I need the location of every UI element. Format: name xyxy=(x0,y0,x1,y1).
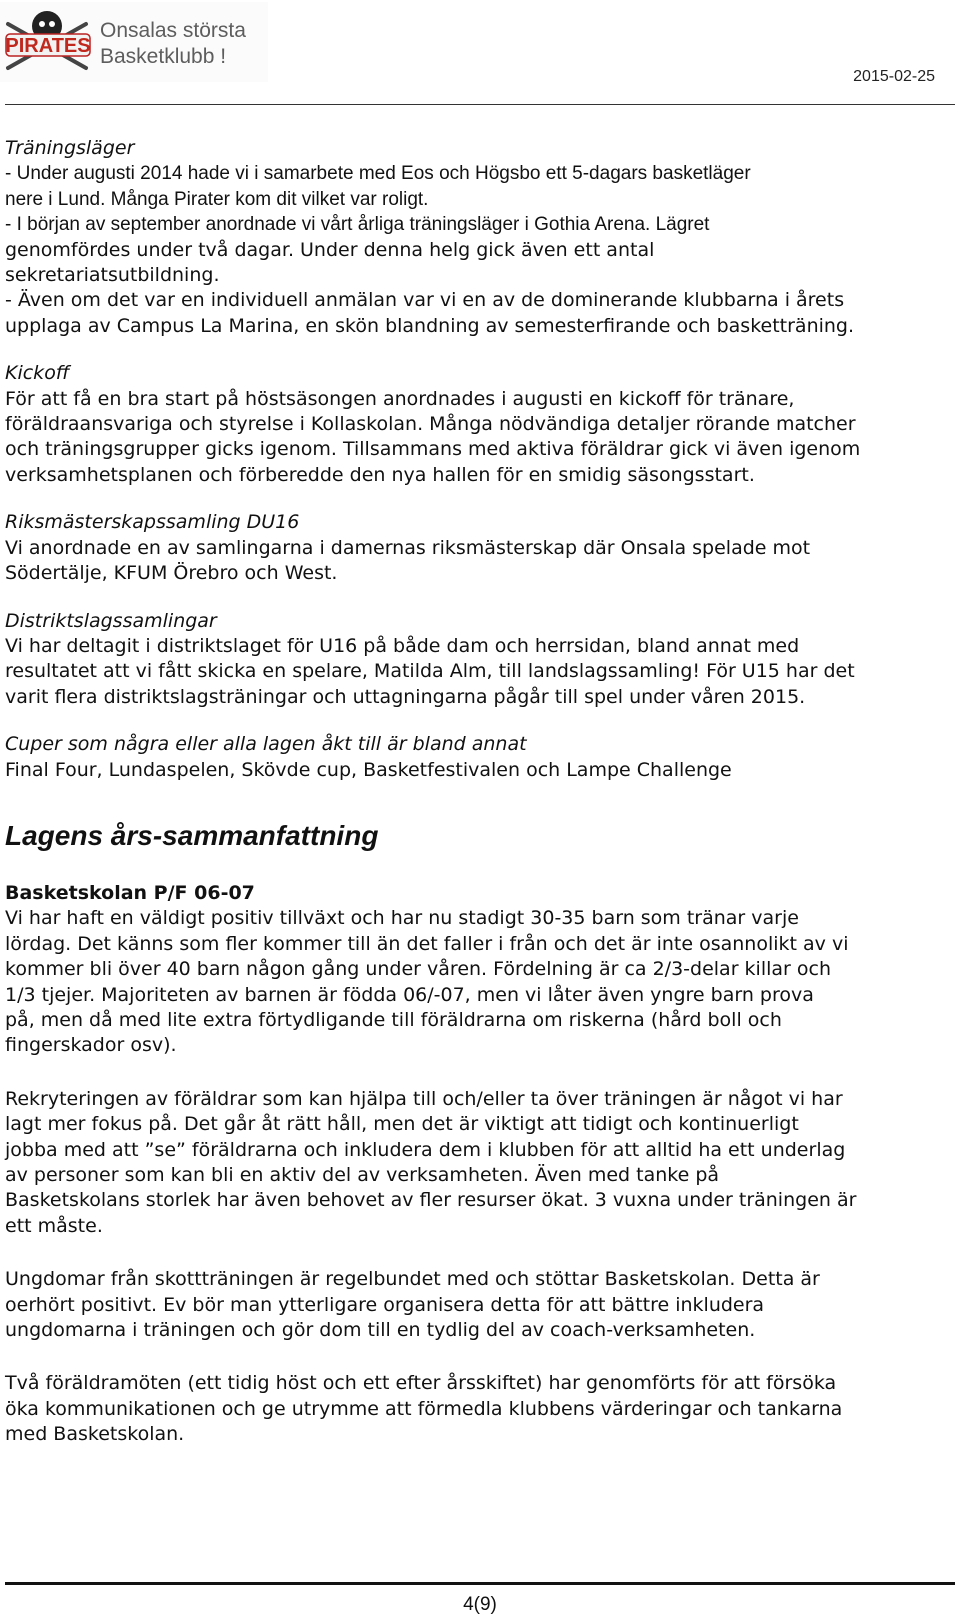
text-line: öka kommunikationen och ge utrymme att förmedla klubbens värderingar och tankarna xyxy=(5,1397,843,1420)
team-heading: Basketskolan P/F 06-07 xyxy=(5,881,255,904)
text-line: oerhört positivt. Ev bör man ytterligare organisera detta för att bättre inkludera xyxy=(5,1293,765,1316)
logo-wordmark: PIRATES xyxy=(5,35,91,57)
text-line: lördag. Det känns som fler kommer till än det faller i från och det är inte osannolikt av vi xyxy=(5,932,849,955)
section-heading: Träningsläger xyxy=(5,137,135,159)
header-divider xyxy=(5,104,955,105)
document-date: 2015-02-25 xyxy=(853,68,935,85)
page-header xyxy=(0,0,960,112)
summary-paragraph xyxy=(5,1371,955,1447)
summary-title: Lagens års-sammanfattning xyxy=(5,819,379,851)
text-line: med Basketskolan. xyxy=(5,1423,185,1446)
text-line: Vi har haft en väldigt positiv tillväxt och har nu stadigt 30-35 barn som tränar varje xyxy=(5,907,799,930)
section-riksmasterskap xyxy=(5,510,955,586)
text-line: Två föräldramöten (ett tidig höst och ett efter årsskiftet) har genomförts för att försöka xyxy=(5,1372,837,1395)
text-line: sekretariatsutbildning. xyxy=(5,264,220,287)
text-line: kommer bli över 40 barn någon gång under våren. Fördelning är ca 2/3-delar killar och xyxy=(5,958,831,981)
text-line: verksamhetsplanen och förberedde den nya hallen för en smidig säsongsstart. xyxy=(5,463,755,486)
text-line: ett måste. xyxy=(5,1214,103,1237)
text-line: nere i Lund. Många Pirater kom dit vilket var roligt. xyxy=(5,188,429,210)
text-line: varit flera distriktslagsträningar och uttagningarna pågår till spel under våren 2015. xyxy=(5,685,806,708)
pirates-logo-icon xyxy=(2,6,94,76)
text-line: Final Four, Lundaspelen, Skövde cup, Basketfestivalen och Lampe Challenge xyxy=(5,758,732,781)
text-line: på, men då med lite extra förtydligande till föräldrarna om riskerna (hård boll och xyxy=(5,1008,782,1031)
section-distrikt xyxy=(5,609,955,711)
text-line: upplaga av Campus La Marina, en skön blandning av semesterfirande och basketträning. xyxy=(5,314,855,337)
text-line: fingerskador osv). xyxy=(5,1034,177,1057)
text-line: föräldraansvariga och styrelse i Kollaskolan. Många nödvändiga detaljer rörande matcher xyxy=(5,413,856,436)
summary-paragraph xyxy=(5,906,955,1058)
club-logo xyxy=(0,2,268,82)
page-number: 4(9) xyxy=(463,1594,497,1615)
footer-divider xyxy=(5,1582,955,1585)
section-heading: Distriktslagssamlingar xyxy=(5,609,217,632)
text-line: Rekryteringen av föräldrar som kan hjälpa till och/eller ta över träningen är något vi har xyxy=(5,1087,843,1110)
section-traningslager xyxy=(5,136,955,339)
text-line: Vi anordnade en av samlingarna i damernas riksmästerskap där Onsala spelade mot xyxy=(5,536,811,559)
section-kickoff xyxy=(5,361,955,488)
document-body xyxy=(5,136,955,1476)
text-line: Basketskolans storlek har även behovet av fler resurser ökat. 3 vuxna under träningen är xyxy=(5,1189,857,1212)
text-line: av personer som kan bli en aktiv del av verksamheten. Även med tanke på xyxy=(5,1164,720,1186)
text-line: - Under augusti 2014 hade vi i samarbete med Eos och Högsbo ett 5-dagars basketläger xyxy=(5,163,751,185)
text-line: genomfördes under två dagar. Under denna helg gick även ett antal xyxy=(5,238,655,261)
text-line: ungdomarna i träningen och gör dom till en tydlig del av coach-verksamheten. xyxy=(5,1319,756,1342)
text-line: - Även om det var en individuell anmälan var vi en av de dominerande klubbarna i årets xyxy=(5,289,845,312)
text-line: För att få en bra start på höstsäsongen anordnades i augusti en kickoff för tränare, xyxy=(5,387,795,410)
text-line: resultatet att vi fått skicka en spelare, Matilda Alm, till landslagssamling! För U15 har det xyxy=(5,660,855,683)
section-cuper xyxy=(5,732,955,783)
tagline-line-2: Basketklubb ! xyxy=(100,45,227,68)
text-line: Södertälje, KFUM Örebro och West. xyxy=(5,562,338,585)
text-line: Ungdomar från skottträningen är regelbundet med och stöttar Basketskolan. Detta är xyxy=(5,1268,820,1291)
text-line: jobba med att ”se” föräldrarna och inkludera dem i klubben för att alltid ha ett underlag xyxy=(5,1138,846,1161)
text-line: Vi har deltagit i distriktslaget för U16 på både dam och herrsidan, bland annat med xyxy=(5,634,800,657)
text-line: lagt mer fokus på. Det går åt rätt håll, men det är viktigt att tidigt och kontinuerligt xyxy=(5,1113,799,1136)
tagline-line-1: Onsalas största xyxy=(100,19,246,42)
text-line: - I början av september anordnade vi vårt årliga träningsläger i Gothia Arena. Lägret xyxy=(5,214,710,236)
text-line: och träningsgrupper gicks igenom. Tillsammans med aktiva föräldrar gick vi även igenom xyxy=(5,438,861,461)
text-line: 1/3 tjejer. Majoriteten av barnen är födda 06/-07, men vi låter även yngre barn prova xyxy=(5,983,814,1006)
summary-paragraph xyxy=(5,1087,955,1239)
section-heading: Riksmästerskapssamling DU16 xyxy=(5,511,300,534)
summary-paragraph xyxy=(5,1267,955,1343)
section-heading: Cuper som några eller alla lagen åkt till är bland annat xyxy=(5,733,527,756)
club-tagline xyxy=(100,18,246,70)
section-heading: Kickoff xyxy=(5,362,70,385)
team-summary-basketskolan xyxy=(5,881,955,1448)
